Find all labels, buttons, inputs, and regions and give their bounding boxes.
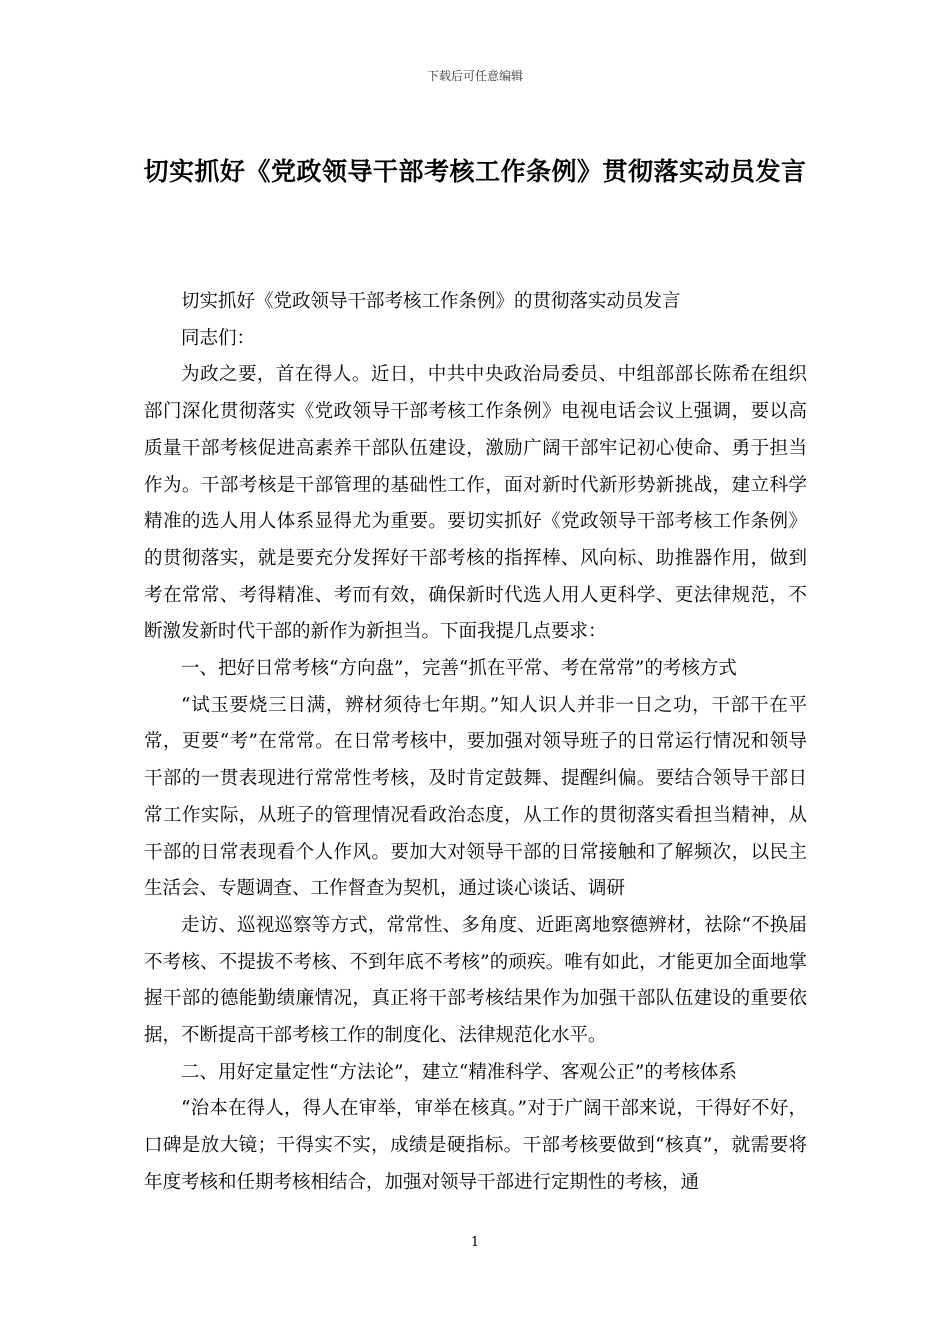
- paragraph-section-1-part-1: “试玉要烧三日满，辨材须待七年期。”知人识人并非一日之功，干部干在平常，更要“考”在常常。在日常考核中，要加强对领导班子的日常运行情况和领导干部的一贯表现进行常常性考核，及时肯定鼓舞、提醒纠偏。要结合领导干部日常工作实际，从班子的管理情况看政治态度，从工作的贯彻落实看担当精神，从干部的日常表现看个人作风。要加大对领导干部的日常接触和了解频次，以民主生活会、专题调查、工作督查为契机，通过谈心谈话、调研: [144, 694, 807, 900]
- page-number: 1: [470, 1235, 480, 1250]
- section-heading-2: 二、用好定量定性“方法论”，建立“精准科学、客观公正”的考核体系: [181, 1061, 737, 1083]
- document-title: 切实抓好《党政领导干部考核工作条例》贯彻落实动员发言: [143, 157, 807, 186]
- paragraph-section-1-part-2: 走访、巡视巡察等方式，常常性、多角度、近距离地察德辨材，祛除“不换届不考核、不提拔不考核、不到年底不考核”的顽疾。唯有如此，才能更加全面地掌握干部的德能勤绩廉情况，真正将干部考核结果作为加强干部队伍建设的重要依据，不断提高干部考核工作的制度化、法律规范化水平。: [144, 914, 807, 1047]
- header-note: 下载后可任意编辑: [426, 69, 523, 83]
- paragraph-intro: 为政之要，首在得人。近日，中共中央政治局委员、中组部部长陈希在组织部门深化贯彻落实《党政领导干部考核工作条例》电视电话会议上强调，要以高质量干部考核促进高素养干部队伍建设，激励广阔干部牢记初心使命、勇于担当作为。干部考核是干部管理的基础性工作，面对新时代新形势新挑战，建立科学精准的选人用人体系显得尤为重要。要切实抓好《党政领导干部考核工作条例》的贯彻落实，就是要充分发挥好干部考核的指挥棒、风向标、助推器作用，做到考在常常、考得精准、考而有效，确保新时代选人用人更科学、更法律规范，不断激发新时代干部的新作为新担当。下面我提几点要求：: [144, 364, 807, 643]
- document-body: [144, 284, 807, 1202]
- paragraph-section-2: “治本在得人，得人在审举，审举在核真。”对于广阔干部来说，干得好不好，口碑是放大镜；干得实不实，成绩是硬指标。干部考核要做到“核真”，就需要将年度考核和任期考核相结合，加强对领导干部进行定期性的考核，通: [144, 1098, 807, 1193]
- paragraph-subtitle: 切实抓好《党政领导干部考核工作条例》的贯彻落实动员发言: [181, 291, 681, 312]
- section-heading-1: 一、把好日常考核“方向盘”，完善“抓在平常、考在常常”的考核方式: [181, 658, 737, 680]
- paragraph-greeting: 同志们：: [181, 327, 256, 349]
